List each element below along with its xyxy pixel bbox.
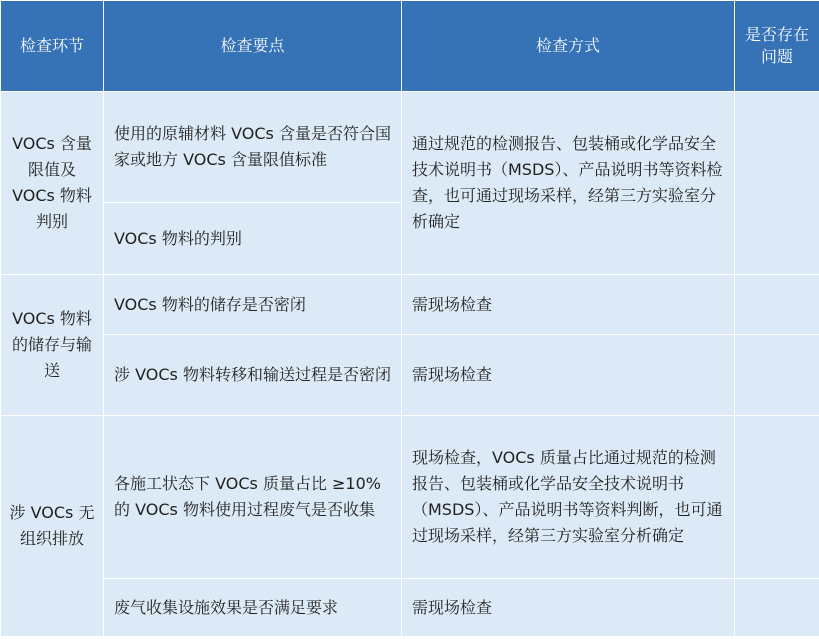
problem-cell[interactable] (735, 92, 819, 275)
stage-label: VOCs 物料的储存与输送 (11, 309, 92, 380)
header-check-method: 检查方式 (402, 1, 735, 92)
header-stage: 检查环节 (1, 1, 104, 92)
table-row (1, 92, 819, 203)
check-point-text: VOCs 物料的储存是否密闭 (114, 294, 306, 314)
check-point-cell (104, 416, 402, 579)
table-row (1, 335, 819, 416)
table-row (1, 275, 819, 335)
check-point-text: 废气收集设施效果是否满足要求 (114, 597, 339, 617)
check-method-cell (402, 92, 735, 275)
check-point-text: VOCs 物料的判别 (114, 228, 242, 248)
header-row (1, 1, 819, 92)
check-point-cell (104, 203, 402, 275)
problem-cell[interactable] (735, 416, 819, 579)
table-row (1, 579, 819, 637)
check-point-text: 涉 VOCs 物料转移和输送过程是否密闭 (114, 365, 391, 384)
header-has-problem: 是否存在问题 (735, 1, 819, 92)
check-method-text: 现场检查，VOCs 质量占比通过规范的检测报告、包装桶或化学品安全技术说明书（MSDS）、产品说明书等资料判断，也可通过现场采样，经第三方实验室分析确定 (412, 448, 723, 545)
check-method-cell (402, 416, 735, 579)
header-check-point: 检查要点 (104, 1, 402, 92)
check-method-text: 需现场检查 (412, 597, 493, 617)
check-method-cell (402, 335, 735, 416)
table-row (1, 416, 819, 579)
stage-cell (1, 275, 104, 416)
problem-cell[interactable] (735, 335, 819, 416)
check-method-text: 通过规范的检测报告、包装桶或化学品安全技术说明书（MSDS）、产品说明书等资料检查，也可通过现场采样，经第三方实验室分析确定 (412, 134, 723, 231)
check-point-cell (104, 92, 402, 203)
check-method-text: 需现场检查 (412, 294, 493, 314)
check-method-cell (402, 275, 735, 335)
problem-cell[interactable] (735, 275, 819, 335)
check-point-cell (104, 579, 402, 637)
problem-cell[interactable] (735, 579, 819, 637)
stage-label: VOCs 含量限值及 VOCs 物料判别 (12, 134, 92, 231)
check-point-text: 使用的原辅材料 VOCs 含量是否符合国家或地方 VOCs 含量限值标准 (114, 124, 391, 169)
check-method-cell (402, 579, 735, 637)
stage-cell (1, 92, 104, 275)
stage-label: 涉 VOCs 无组织排放 (9, 503, 95, 548)
check-point-text: 各施工状态下 VOCs 质量占比 ≥10% 的 VOCs 物料使用过程废气是否收集 (114, 474, 381, 519)
check-point-cell (104, 335, 402, 416)
check-point-cell (104, 275, 402, 335)
check-method-text: 需现场检查 (412, 365, 493, 384)
stage-cell (1, 416, 104, 637)
